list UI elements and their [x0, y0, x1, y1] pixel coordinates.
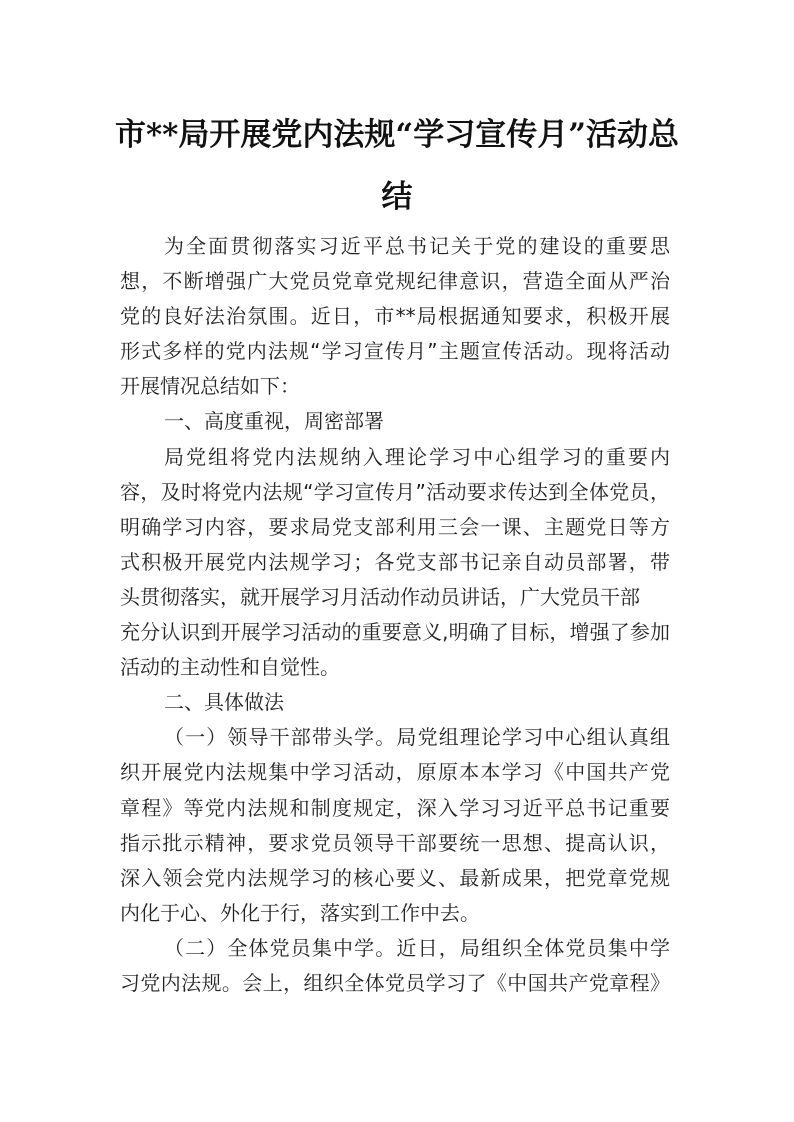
title-line-2: 结 [381, 179, 413, 215]
body-line: （一）领导干部带头学。局党组理论学习中心组认真组 [164, 725, 670, 750]
body-line: 章程》等党内法规和制度规定，深入学习习近平总书记重要 [120, 795, 670, 820]
body-line: 充分认识到开展学习活动的重要意义,明确了目标，增强了参加 [120, 620, 670, 645]
body-line: 织开展党内法规集中学习活动，原原本本学习《中国共产党 [120, 760, 670, 785]
body-line: 容，及时将党内法规“学习宣传月”活动要求传达到全体党员， [120, 479, 670, 504]
body-line: 习党内法规。会上，组织全体党员学习了《中国共产党章程》 [120, 970, 670, 995]
document-body [120, 229, 680, 1001]
body-line: 式积极开展党内法规学习；各党支部书记亲自动员部署，带 [120, 549, 670, 574]
body-line: 形式多样的党内法规“学习宣传月”主题宣传活动。现将活动 [120, 339, 670, 364]
body-line: 深入领会党内法规学习的核心要义、最新成果，把党章党规 [120, 865, 670, 890]
document-title [100, 104, 694, 228]
body-line: 内化于心、外化于行，落实到工作中去。 [120, 900, 480, 925]
body-line: 明确学习内容，要求局党支部利用三会一课、主题党日等方 [120, 514, 670, 539]
body-line: 一、高度重视，周密部署 [164, 409, 384, 434]
body-line: 活动的主动性和自觉性。 [120, 655, 340, 680]
body-line: 头贯彻落实，就开展学习月活动作动员讲话，广大党员干部 [120, 584, 640, 609]
body-line: 党的良好法治氛围。近日，市**局根据通知要求，积极开展 [120, 304, 670, 329]
body-line: 局党组将党内法规纳入理论学习中心组学习的重要内 [164, 444, 670, 469]
body-line: （二）全体党员集中学。近日，局组织全体党员集中学 [164, 935, 670, 960]
body-line: 为全面贯彻落实习近平总书记关于党的建设的重要思 [164, 234, 670, 258]
body-line: 开展情况总结如下： [120, 374, 300, 399]
body-line: 想，不断增强广大党员党章党规纪律意识，营造全面从严治 [120, 269, 670, 294]
title-line-1: 市**局开展党内法规“学习宣传月”活动总 [114, 117, 680, 153]
body-line: 二、具体做法 [164, 690, 284, 715]
body-line: 指示批示精神，要求党员领导干部要统一思想、提高认识， [120, 830, 670, 855]
